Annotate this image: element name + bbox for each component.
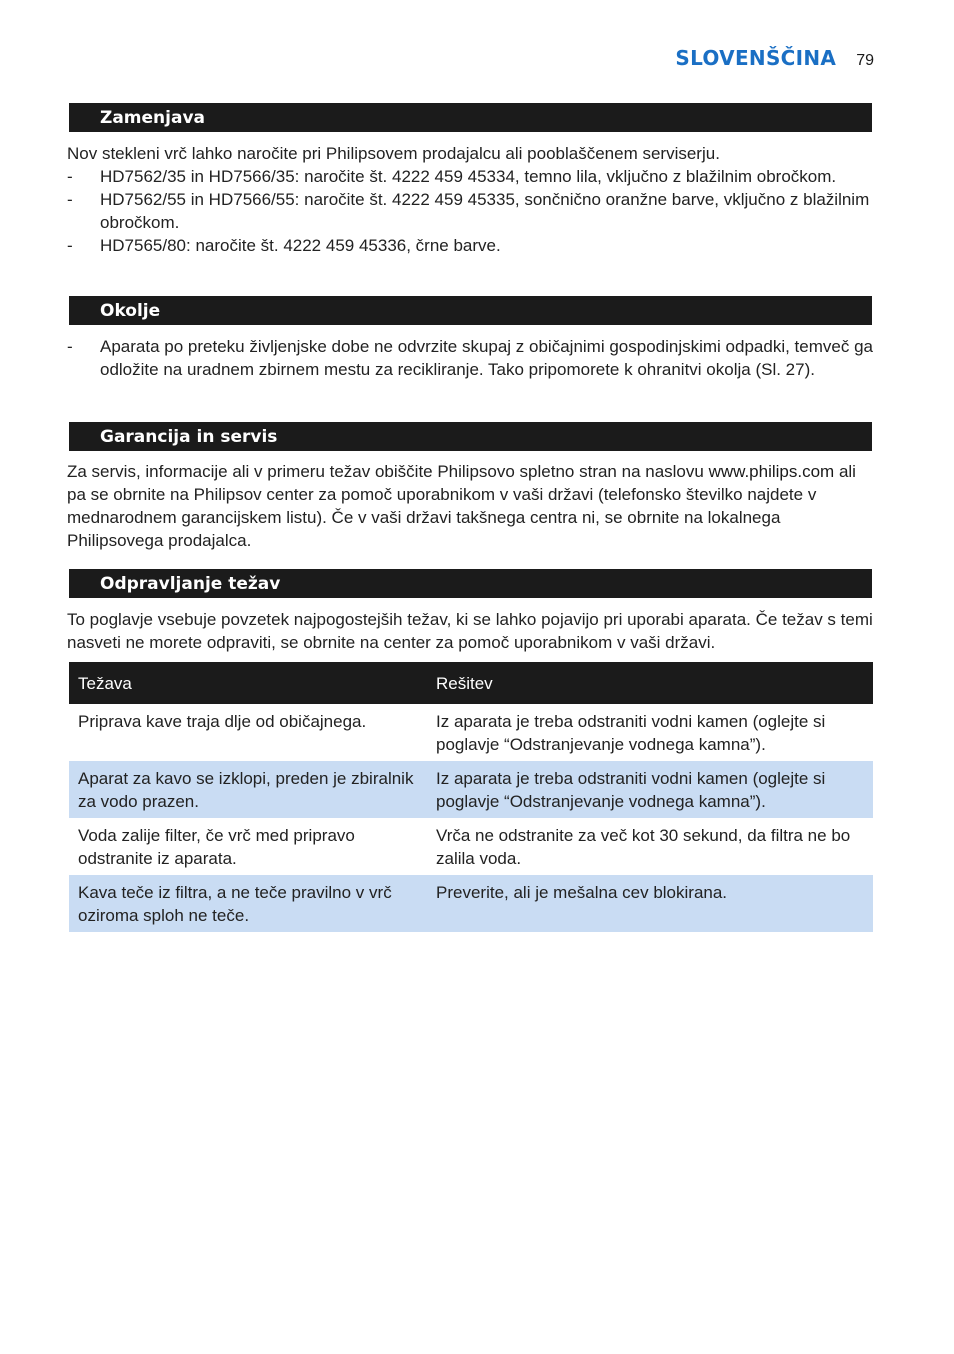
table-row: [69, 875, 873, 932]
zamenjava-intro: Nov stekleni vrč lahko naročite pri Philipsovem prodajalcu ali pooblaščenem serviserju.: [67, 144, 720, 163]
section-header-garancija: [69, 422, 872, 451]
zamenjava-list: [67, 165, 875, 257]
page-header: [675, 46, 874, 70]
section-header-odpravljanje: [69, 569, 872, 598]
solution-cell: Iz aparata je treba odstraniti vodni kamen (oglejte si poglavje “Odstranjevanje vodnega kamna”).: [427, 761, 873, 818]
problem-cell: Kava teče iz filtra, a ne teče pravilno v vrč oziroma sploh ne teče.: [69, 875, 427, 932]
solution-cell: Preverite, ali je mešalna cev blokirana.: [427, 875, 873, 932]
solution-cell: Iz aparata je treba odstraniti vodni kamen (oglejte si poglavje “Odstranjevanje vodnega kamna”).: [436, 712, 826, 754]
list-item: - HD7562/35 in HD7566/35: naročite št. 4222 459 45334, temno lila, vključno z blažilnim obročkom.: [67, 167, 837, 186]
section-title: Zamenjava: [100, 108, 205, 128]
solution-cell: Vrča ne odstranite za več kot 30 sekund, da filtra ne bo zalila voda.: [436, 826, 851, 868]
language-title: SLOVENŠČINA: [675, 46, 837, 70]
column-header-solution: Rešitev: [427, 662, 873, 704]
philips-website-link[interactable]: www.philips.com: [708, 462, 835, 481]
problem-cell: Voda zalije filter, če vrč med pripravo odstranite iz aparata.: [78, 826, 355, 868]
section-title: Okolje: [100, 301, 161, 321]
table-header-row: [69, 662, 873, 704]
section-title: Odpravljanje težav: [100, 574, 281, 594]
garancija-text: Za servis, informacije ali v primeru težav obiščite Philipsovo spletno stran na naslovu www.philips.com ali pa se obrnite na Philipsov center za pomoč uporabnikom v vaši državi (telefonsko številko najdete v mednarodnem garancijskem listu). Če v vaši državi takšnega centra ni, se obrnite na lokalnega Philipsovega prodajalca.: [67, 462, 856, 550]
table-row: [69, 704, 873, 761]
table-row: [69, 818, 873, 875]
okolje-list: [67, 335, 875, 381]
list-item: - HD7562/55 in HD7566/55: naročite št. 4222 459 45335, sončnično oranžne barve, vključno z blažilnim obročkom.: [67, 190, 870, 232]
section-header-okolje: [69, 296, 872, 325]
section-header-zamenjava: [69, 103, 872, 132]
problem-cell: Priprava kave traja dlje od običajnega.: [78, 712, 367, 731]
table-row: [69, 761, 873, 818]
list-item: - Aparata po preteku življenjske dobe ne odvrzite skupaj z običajnimi gospodinjskimi odpadki, temveč ga odložite na uradnem zbirnem mestu za recikliranje. Tako pripomorete k ohranitvi okolja (Sl. 27).: [67, 337, 873, 379]
list-item: - HD7565/80: naročite št. 4222 459 45336, črne barve.: [67, 236, 501, 255]
problem-cell: Aparat za kavo se izklopi, preden je zbiralnik za vodo prazen.: [69, 761, 427, 818]
troubleshooting-table: [69, 662, 873, 932]
page-number: 79: [856, 52, 874, 69]
odpravljanje-intro: To poglavje vsebuje povzetek najpogostejših težav, ki se lahko pojavijo pri uporabi aparata. Če težav s temi nasveti ne morete odpraviti, se obrnite na center za pomoč uporabnikom v vaši državi.: [67, 610, 873, 652]
column-header-problem: Težava: [69, 662, 427, 704]
section-title: Garancija in servis: [100, 427, 278, 447]
